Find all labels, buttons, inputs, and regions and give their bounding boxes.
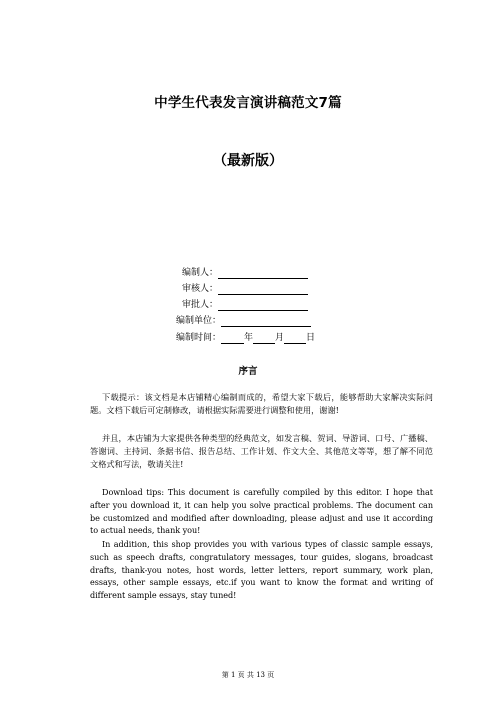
preface-cn-paragraph-1: 下载提示：该文档是本店铺精心编制而成的，希望大家下载后，能够帮助大家解决实际问题。文档下载后可定制修改，请根据实际需要进行调整和使用，谢谢! bbox=[90, 392, 433, 415]
day-label: 日 bbox=[306, 333, 316, 343]
document-title: 中学生代表发言演讲稿范文7篇 bbox=[154, 95, 342, 111]
preface-heading: 序言 bbox=[238, 366, 258, 377]
year-label: 年 bbox=[244, 333, 254, 343]
reviewer-field bbox=[182, 281, 308, 295]
date-label: 编制时间： bbox=[176, 333, 222, 343]
preface-cn-paragraph-2: 并且，本店铺为大家提供各种类型的经典范文，如发言稿、贺词、导游词、口号、广播稿、答谢词、主持词、条据书信、报告总结、工作计划、作文大全、其他范文等等，想了解不同范文格式和写法，敬请关注! bbox=[90, 433, 433, 469]
month-blank bbox=[253, 332, 275, 344]
preface-en-paragraph-1: Download tips: This document is carefully compiled by this editor. I hope that after you download it, it can help you solve practical problems. The document can be customized and modified after downloading, please adjust and use it according to actual needs, thank you! bbox=[90, 487, 433, 536]
document-subtitle: （最新版） bbox=[213, 153, 283, 169]
approver-blank bbox=[218, 299, 308, 311]
editor-blank bbox=[218, 267, 308, 279]
day-blank bbox=[284, 332, 306, 344]
approver-field bbox=[182, 297, 308, 311]
approver-label: 审批人： bbox=[182, 300, 219, 310]
month-label: 月 bbox=[275, 333, 285, 343]
editor-label: 编制人： bbox=[182, 268, 219, 278]
preface-en-paragraph-2: In addition, this shop provides you with various types of classic sample essays, such as speech drafts, congratulatory messages, tour guides, slogans, broadcast drafts, thank-you notes, host words, letter letters, report summary, work plan, essays, other sample essays, etc.if you want to know the format and writing of different sample essays, stay tuned! bbox=[90, 539, 433, 601]
unit-blank bbox=[221, 315, 311, 327]
editor-field bbox=[182, 265, 308, 279]
date-field bbox=[176, 330, 315, 344]
unit-label: 编制单位： bbox=[176, 316, 222, 326]
unit-field bbox=[176, 313, 311, 327]
reviewer-label: 审核人： bbox=[182, 284, 219, 294]
reviewer-blank bbox=[218, 283, 308, 295]
year-blank bbox=[221, 332, 244, 344]
page-number: 第 1 页 共 13 页 bbox=[221, 671, 275, 679]
